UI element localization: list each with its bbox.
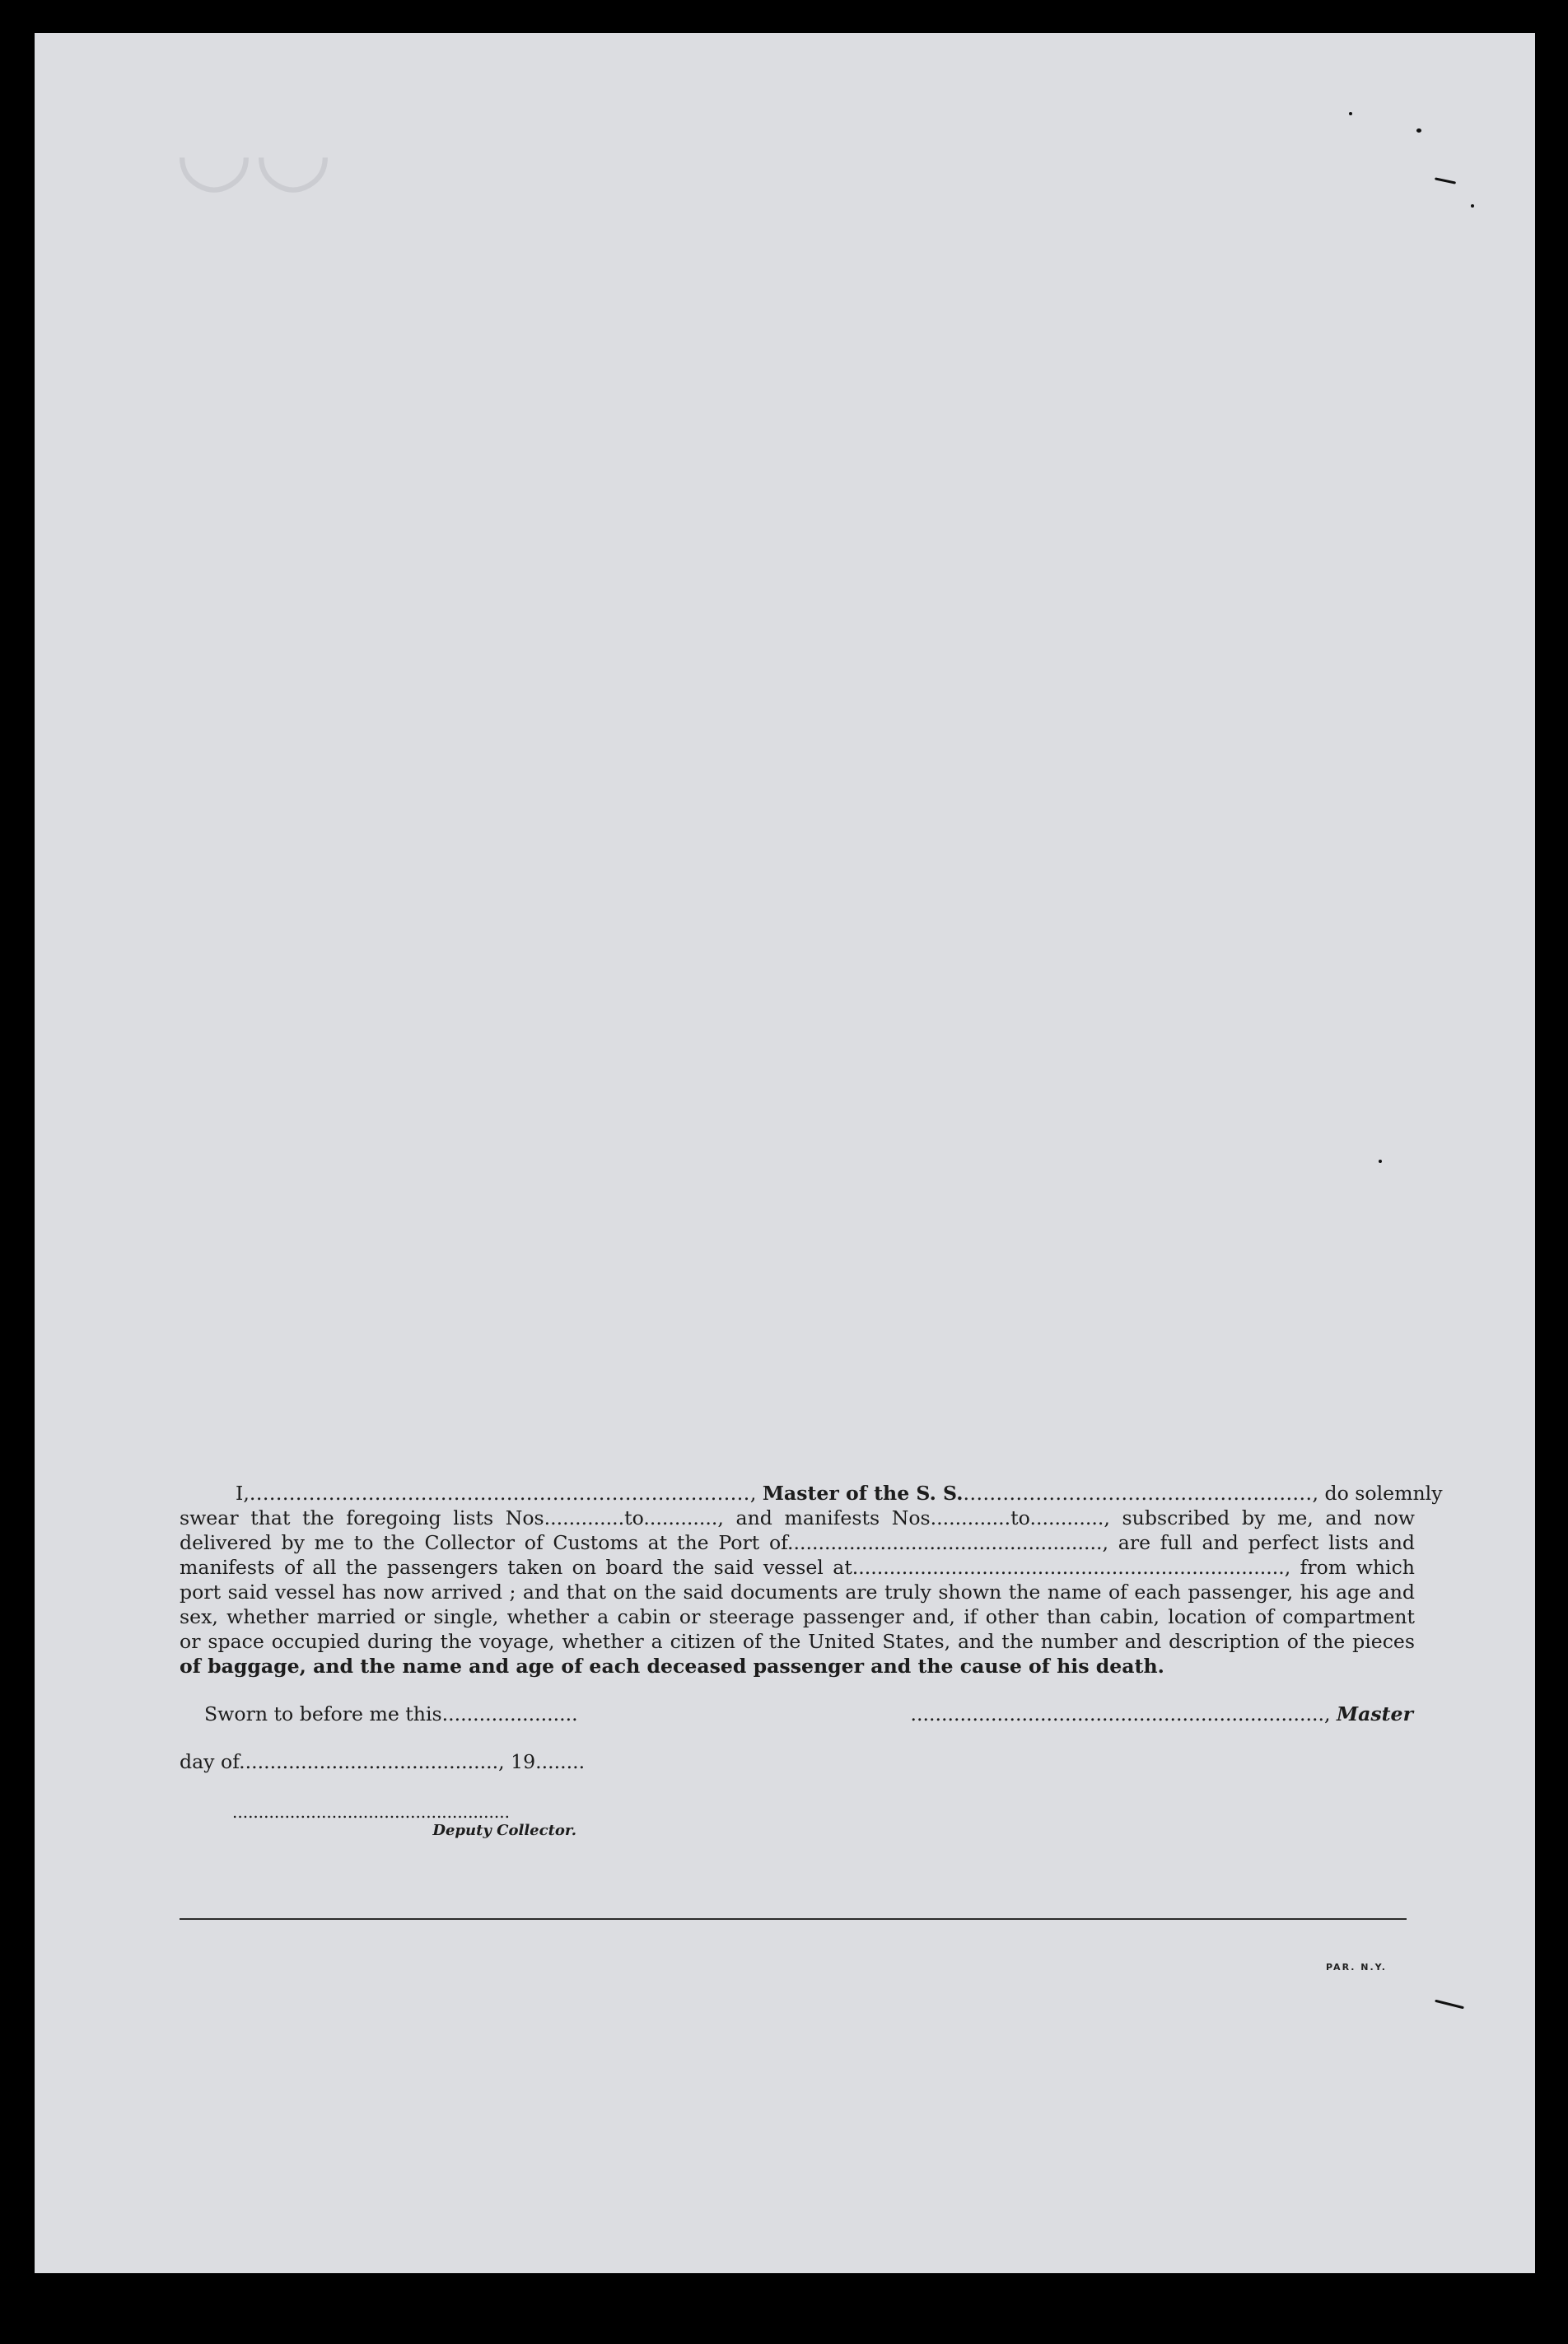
oath-line-3: delivered by me to the Collector of Customs at the Port of..................................................., are full and perfect lists and — [180, 1531, 1415, 1554]
oath-line-5: port said vessel has now arrived ; and that on the said documents are truly shown the name of each passenger, his age and — [180, 1581, 1415, 1604]
oath-line-1: I,............................................................................, Master of the S. S......................................................, do solemnly — [236, 1482, 1443, 1505]
bottom-rule — [180, 1918, 1407, 1920]
bleed-through-mark: ◡◡ — [175, 97, 333, 203]
oath-line-8: of baggage, and the name and age of each deceased passenger and the cause of his death. — [180, 1655, 1164, 1678]
oath-line-2: swear that the foregoing lists Nos.............to............, and manifests Nos.............to............, subscribed by me, and now — [180, 1506, 1415, 1529]
deputy-collector-label: Deputy Collector. — [432, 1822, 576, 1839]
master-label: Master — [1336, 1702, 1413, 1725]
oath-statement — [180, 1481, 1443, 1679]
master-signature-line: ..................................................................., Master — [910, 1702, 1413, 1725]
document-page — [35, 33, 1535, 2273]
oath-line-6: sex, whether married or single, whether a cabin or steerage passenger and, if other than cabin, location of compartment — [180, 1605, 1415, 1628]
oath-line-7: or space occupied during the voyage, whether a citizen of the United States, and the number and description of the pieces — [180, 1630, 1415, 1653]
day-of-line: day of.........................................., 19........ — [180, 1750, 586, 1773]
printer-mark: PAR. N.Y. — [1326, 1962, 1387, 1973]
sworn-before-line: Sworn to before me this...................... — [204, 1702, 578, 1725]
deputy-signature-line: ..................................................... — [232, 1802, 510, 1822]
oath-line-4: manifests of all the passengers taken on board the said vessel at......................................................................, from which — [180, 1556, 1415, 1579]
